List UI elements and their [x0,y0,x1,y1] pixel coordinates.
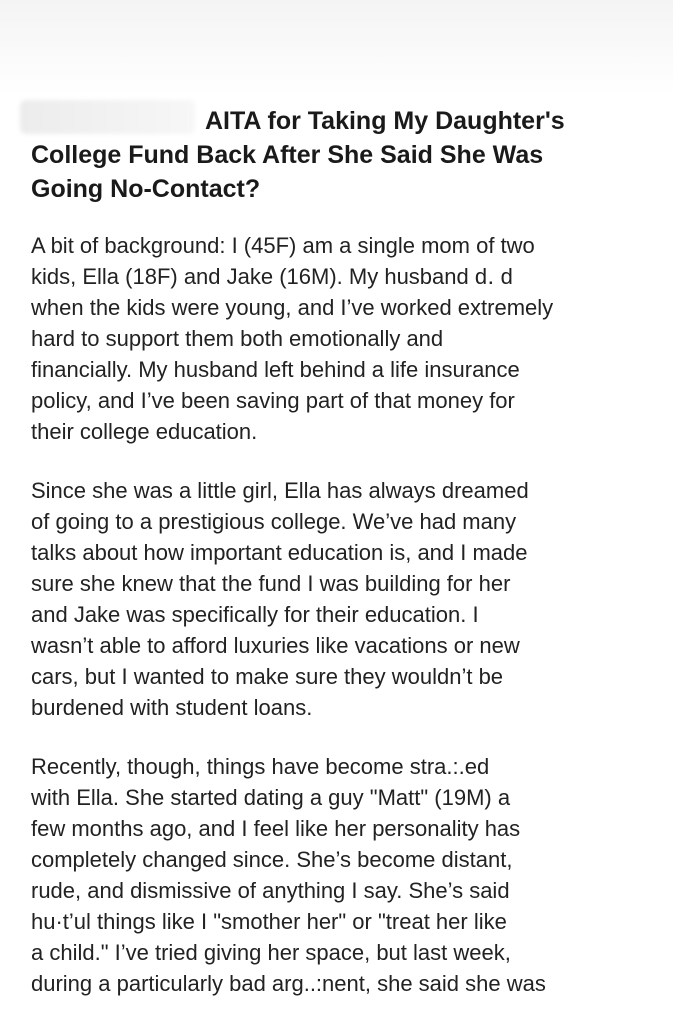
body-line: talks about how important education is, and I made [31,540,528,565]
post-body [31,230,651,1024]
body-line: hu·t’ul things like I "smother her" or "treat her like [31,909,507,934]
title-line-1-text: AITA for Taking My Daughter's [205,107,565,135]
body-line: completely changed since. She’s become distant, [31,847,513,872]
body-line: and Jake was specifically for their education. I [31,602,479,627]
title-line-2-text: College Fund Back After She Said She Was [31,141,544,169]
body-line: during a particularly bad arg..:nent, she said she was [31,971,546,996]
body-line: their college education. [31,419,258,444]
paragraph-background [31,230,651,447]
title-line [31,138,651,172]
body-line: with Ella. She started dating a guy "Matt" (19M) a [31,785,511,810]
post-title [31,104,651,206]
body-line: burdened with student loans. [31,695,313,720]
body-line: A bit of background: I (45F) am a single mom of two [31,233,535,258]
title-line-3-text: Going No-Contact? [31,175,261,203]
body-line: sure she knew that the fund I was building for her [31,571,511,596]
body-line: of going to a prestigious college. We’ve had many [31,509,517,534]
body-line: Since she was a little girl, Ella has always dreamed [31,478,529,503]
body-line: when the kids were young, and I’ve worked extremely [31,295,554,320]
body-line: few months ago, and I feel like her personality has [31,816,521,841]
body-line: a child." I’ve tried giving her space, but last week, [31,940,511,965]
body-line: wasn’t able to afford luxuries like vacations or new [31,633,520,658]
body-line: hard to support them both emotionally and [31,326,444,351]
body-line: cars, but I wanted to make sure they wouldn’t be [31,664,504,689]
paragraph-recently [31,751,651,999]
paragraph-dream [31,475,651,723]
title-line [31,104,651,138]
title-line [31,172,651,206]
body-line: rude, and dismissive of anything I say. She’s said [31,878,510,903]
blurred-header [0,0,673,95]
body-line: financially. My husband left behind a life insurance [31,357,520,382]
body-line: policy, and I’ve been saving part of that money for [31,388,515,413]
body-line: kids, Ella (18F) and Jake (16M). My husband d․ d [31,264,513,289]
body-line: Recently, though, things have become stra.:.ed [31,754,490,779]
